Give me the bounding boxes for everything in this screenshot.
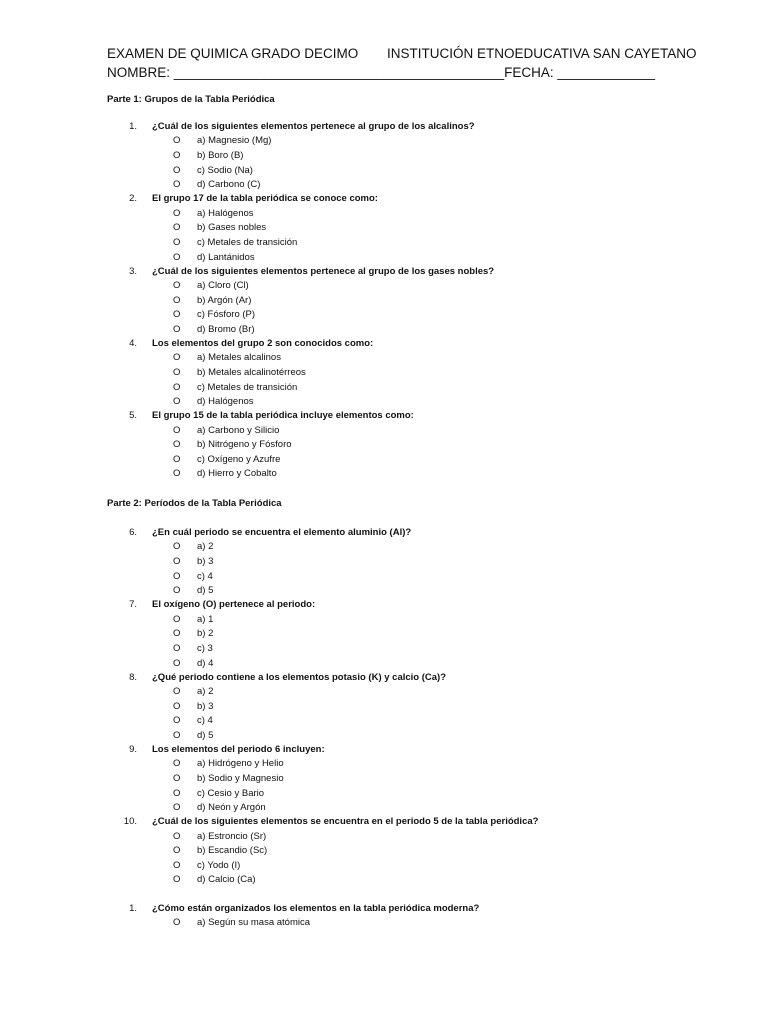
answer-option[interactable] bbox=[0, 556, 768, 570]
option-text: d) Halógenos bbox=[197, 396, 254, 408]
question-number: 10. bbox=[123, 816, 137, 828]
answer-option[interactable] bbox=[0, 643, 768, 657]
answer-option[interactable] bbox=[0, 324, 768, 338]
answer-option[interactable] bbox=[0, 165, 768, 179]
answer-option[interactable] bbox=[0, 237, 768, 251]
option-bullet-icon: O bbox=[173, 642, 181, 654]
answer-option[interactable] bbox=[0, 179, 768, 193]
answer-option[interactable] bbox=[0, 571, 768, 585]
option-bullet-icon: O bbox=[173, 251, 181, 263]
question bbox=[0, 266, 768, 280]
question bbox=[0, 527, 768, 541]
question bbox=[0, 672, 768, 686]
option-bullet-icon: O bbox=[173, 556, 181, 567]
option-text: c) Oxígeno y Azufre bbox=[197, 453, 281, 465]
option-bullet-icon: O bbox=[173, 366, 181, 378]
option-bullet-icon: O bbox=[173, 424, 181, 436]
answer-option[interactable] bbox=[0, 439, 768, 453]
answer-option[interactable] bbox=[0, 468, 768, 482]
answer-option[interactable] bbox=[0, 280, 768, 294]
question bbox=[0, 410, 768, 424]
question-text: Los elementos del grupo 2 son conocidos como: bbox=[152, 337, 374, 349]
option-text: c) Fósforo (P) bbox=[197, 309, 256, 321]
option-bullet-icon: O bbox=[173, 585, 181, 597]
answer-option[interactable] bbox=[0, 845, 768, 859]
answer-option[interactable] bbox=[0, 686, 768, 700]
option-text: b) 3 bbox=[197, 700, 214, 712]
option-text: d) Hierro y Cobalto bbox=[197, 468, 277, 480]
option-bullet-icon: O bbox=[173, 150, 181, 161]
answer-option[interactable] bbox=[0, 658, 768, 672]
option-text: c) Cesio y Bario bbox=[197, 787, 265, 799]
part2-title: Parte 2: Períodos de la Tabla Periódica bbox=[107, 498, 282, 509]
option-bullet-icon: O bbox=[173, 802, 181, 814]
institution-name: INSTITUCIÓN ETNOEDUCATIVA SAN CAYETANO bbox=[387, 46, 697, 61]
option-bullet-icon: O bbox=[173, 396, 181, 408]
answer-option[interactable] bbox=[0, 367, 768, 381]
option-bullet-icon: O bbox=[173, 179, 181, 191]
answer-option[interactable] bbox=[0, 917, 768, 931]
option-text: b) Metales alcalinotérreos bbox=[197, 366, 306, 378]
answer-option[interactable] bbox=[0, 382, 768, 396]
question-text: ¿Cuál de los siguientes elementos pertenece al grupo de los alcalinos? bbox=[152, 121, 475, 132]
option-text: b) Gases nobles bbox=[197, 222, 267, 234]
answer-option[interactable] bbox=[0, 208, 768, 222]
answer-option[interactable] bbox=[0, 150, 768, 164]
option-bullet-icon: O bbox=[173, 381, 181, 393]
option-text: d) Bromo (Br) bbox=[197, 323, 255, 335]
question bbox=[0, 338, 768, 352]
option-text: b) 2 bbox=[197, 628, 214, 640]
option-text: c) Metales de transición bbox=[197, 381, 298, 393]
option-text: c) Metales de transición bbox=[197, 236, 298, 248]
answer-option[interactable] bbox=[0, 396, 768, 410]
option-text: a) Estroncio (Sr) bbox=[197, 830, 267, 842]
question-text: ¿En cuál periodo se encuentra el elemento aluminio (Al)? bbox=[152, 527, 412, 538]
option-bullet-icon: O bbox=[173, 613, 181, 625]
question bbox=[0, 599, 768, 613]
answer-option[interactable] bbox=[0, 831, 768, 845]
option-bullet-icon: O bbox=[173, 236, 181, 248]
option-bullet-icon: O bbox=[173, 830, 181, 842]
option-text: a) Carbono y Silicio bbox=[197, 424, 280, 436]
question-text: ¿Cuál de los siguientes elementos pertenece al grupo de los gases nobles? bbox=[152, 265, 495, 277]
option-text: a) 1 bbox=[197, 613, 214, 625]
part1-title: Parte 1: Grupos de la Tabla Periódica bbox=[107, 94, 275, 105]
option-bullet-icon: O bbox=[173, 541, 181, 553]
option-text: a) Halógenos bbox=[197, 207, 254, 219]
answer-option[interactable] bbox=[0, 222, 768, 236]
name-date-line: NOMBRE: ____________________________________________FECHA: _____________ bbox=[107, 65, 655, 80]
option-bullet-icon: O bbox=[173, 917, 181, 929]
question-text: El oxígeno (O) pertenece al periodo: bbox=[152, 599, 316, 611]
option-text: b) Boro (B) bbox=[197, 150, 244, 161]
option-text: a) Magnesio (Mg) bbox=[197, 135, 272, 147]
question-number: 2. bbox=[129, 193, 137, 205]
option-text: a) Metales alcalinos bbox=[197, 352, 281, 364]
question-text: El grupo 15 de la tabla periódica incluye elementos como: bbox=[152, 410, 414, 422]
answer-option[interactable] bbox=[0, 715, 768, 729]
question bbox=[0, 816, 768, 830]
option-bullet-icon: O bbox=[173, 686, 181, 697]
option-text: a) 2 bbox=[197, 686, 214, 697]
option-text: b) 3 bbox=[197, 556, 214, 567]
option-bullet-icon: O bbox=[173, 715, 181, 727]
option-bullet-icon: O bbox=[173, 874, 181, 886]
option-bullet-icon: O bbox=[173, 787, 181, 799]
answer-option[interactable] bbox=[0, 295, 768, 309]
question-number: 8. bbox=[129, 671, 137, 683]
answer-option[interactable] bbox=[0, 874, 768, 888]
answer-option[interactable] bbox=[0, 730, 768, 744]
question bbox=[0, 744, 768, 758]
option-bullet-icon: O bbox=[173, 468, 181, 480]
option-bullet-icon: O bbox=[173, 135, 181, 147]
question bbox=[0, 193, 768, 207]
answer-option[interactable] bbox=[0, 135, 768, 149]
option-bullet-icon: O bbox=[173, 700, 181, 712]
option-bullet-icon: O bbox=[173, 657, 181, 669]
option-bullet-icon: O bbox=[173, 859, 181, 871]
option-bullet-icon: O bbox=[173, 207, 181, 219]
answer-option[interactable] bbox=[0, 758, 768, 772]
question bbox=[0, 121, 768, 135]
answer-option[interactable] bbox=[0, 541, 768, 555]
option-text: b) Argón (Ar) bbox=[197, 294, 252, 306]
answer-option[interactable] bbox=[0, 860, 768, 874]
question-number: 5. bbox=[129, 410, 137, 422]
answer-option[interactable] bbox=[0, 802, 768, 816]
answer-option[interactable] bbox=[0, 585, 768, 599]
question-number: 6. bbox=[129, 527, 137, 538]
question-number: 1. bbox=[129, 121, 137, 132]
option-text: c) Yodo (I) bbox=[197, 859, 241, 871]
question-text: ¿Qué periodo contiene a los elementos potasio (K) y calcio (Ca)? bbox=[152, 671, 447, 683]
answer-option[interactable] bbox=[0, 614, 768, 628]
option-bullet-icon: O bbox=[173, 439, 181, 451]
option-bullet-icon: O bbox=[173, 164, 181, 176]
answer-option[interactable] bbox=[0, 252, 768, 266]
option-text: c) 4 bbox=[197, 570, 213, 582]
option-text: c) 3 bbox=[197, 642, 213, 654]
answer-option[interactable] bbox=[0, 454, 768, 468]
option-bullet-icon: O bbox=[173, 758, 181, 770]
option-text: d) Calcio (Ca) bbox=[197, 874, 256, 886]
option-text: a) Hidrógeno y Helio bbox=[197, 758, 284, 770]
answer-option[interactable] bbox=[0, 701, 768, 715]
option-bullet-icon: O bbox=[173, 222, 181, 234]
option-text: a) Cloro (Cl) bbox=[197, 280, 249, 291]
answer-option[interactable] bbox=[0, 628, 768, 642]
option-bullet-icon: O bbox=[173, 729, 181, 741]
question-text: Los elementos del periodo 6 incluyen: bbox=[152, 743, 325, 755]
option-bullet-icon: O bbox=[173, 628, 181, 640]
option-text: a) Según su masa atómica bbox=[197, 917, 311, 929]
answer-option[interactable] bbox=[0, 309, 768, 323]
option-text: c) 4 bbox=[197, 715, 213, 727]
option-text: b) Nitrógeno y Fósforo bbox=[197, 439, 292, 451]
question-number: 9. bbox=[129, 743, 137, 755]
option-bullet-icon: O bbox=[173, 280, 181, 291]
option-text: d) Lantánidos bbox=[197, 251, 255, 263]
question-text: El grupo 17 de la tabla periódica se conoce como: bbox=[152, 193, 378, 205]
option-bullet-icon: O bbox=[173, 772, 181, 784]
option-text: d) 5 bbox=[197, 585, 214, 597]
option-bullet-icon: O bbox=[173, 453, 181, 465]
answer-option[interactable] bbox=[0, 352, 768, 366]
option-text: b) Sodio y Magnesio bbox=[197, 772, 284, 784]
question-text: ¿Cómo están organizados los elementos en la tabla periódica moderna? bbox=[152, 903, 480, 914]
question-number: 4. bbox=[129, 337, 137, 349]
option-bullet-icon: O bbox=[173, 845, 181, 857]
question-text: ¿Cuál de los siguientes elementos se encuentra en el periodo 5 de la tabla periódica? bbox=[152, 816, 539, 828]
option-bullet-icon: O bbox=[173, 309, 181, 321]
option-bullet-icon: O bbox=[173, 352, 181, 364]
option-bullet-icon: O bbox=[173, 570, 181, 582]
answer-option[interactable] bbox=[0, 788, 768, 802]
option-bullet-icon: O bbox=[173, 294, 181, 306]
option-bullet-icon: O bbox=[173, 323, 181, 335]
option-text: a) 2 bbox=[197, 541, 214, 553]
option-text: d) 4 bbox=[197, 657, 214, 669]
question bbox=[0, 903, 768, 917]
option-text: d) Carbono (C) bbox=[197, 179, 261, 191]
question-number: 3. bbox=[129, 265, 137, 277]
question-number: 1. bbox=[129, 903, 137, 914]
option-text: d) 5 bbox=[197, 729, 214, 741]
option-text: b) Escandio (Sc) bbox=[197, 845, 268, 857]
answer-option[interactable] bbox=[0, 425, 768, 439]
question-number: 7. bbox=[129, 599, 137, 611]
option-text: c) Sodio (Na) bbox=[197, 164, 253, 176]
exam-title: EXAMEN DE QUIMICA GRADO DECIMO bbox=[107, 46, 359, 61]
answer-option[interactable] bbox=[0, 773, 768, 787]
option-text: d) Neón y Argón bbox=[197, 802, 266, 814]
